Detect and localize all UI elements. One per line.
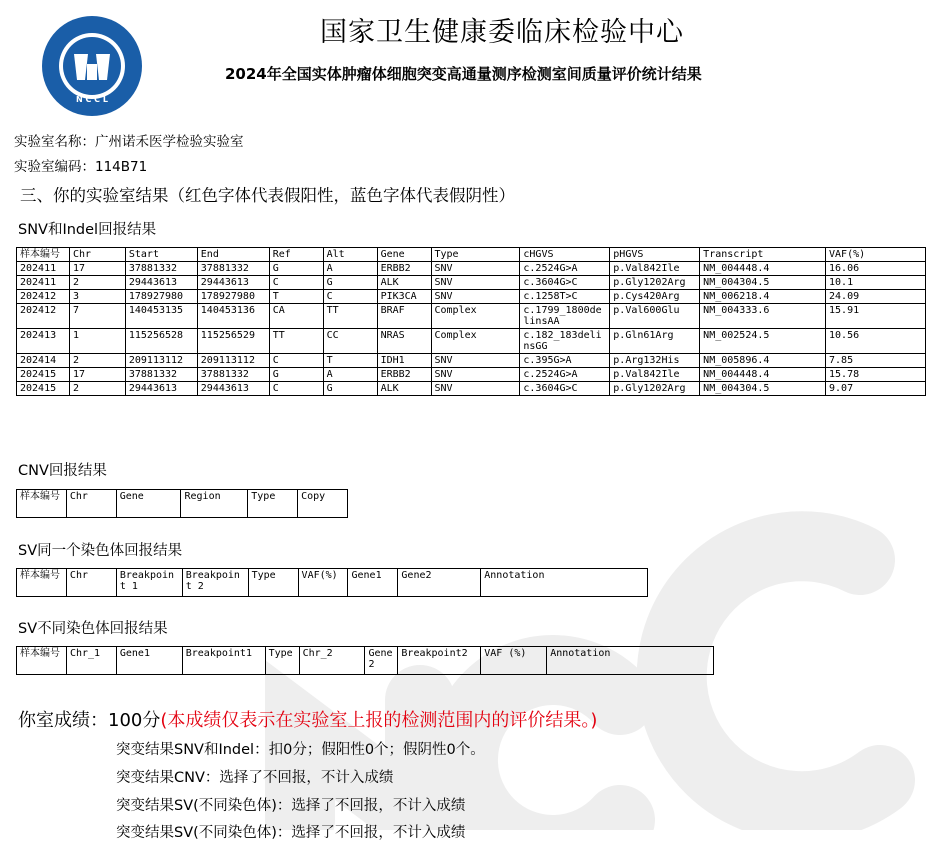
lab-code-label: 实验室编码： <box>14 159 95 175</box>
snv-cell: A <box>323 262 377 276</box>
snv-table-row <box>17 382 926 396</box>
snv-header-cell: VAF(%) <box>826 248 926 262</box>
snv-cell: T <box>323 354 377 368</box>
snv-cell: 29443613 <box>125 382 197 396</box>
snv-cell: c.2524G>A <box>520 368 610 382</box>
cnv-header-row <box>17 490 348 518</box>
cnv-header-cell: 样本编号 <box>17 490 67 518</box>
snv-cell: C <box>269 276 323 290</box>
sv-same-header-cell: Gene1 <box>348 569 398 597</box>
snv-cell: 115256528 <box>125 329 197 354</box>
snv-cell: p.Cys420Arg <box>610 290 700 304</box>
detail-snv: 突变结果SNV和Indel：扣0分；假阳性0个；假阴性0个。 <box>116 742 485 758</box>
score-line <box>18 706 597 732</box>
snv-header-cell: Ref <box>269 248 323 262</box>
snv-cell: c.395G>A <box>520 354 610 368</box>
cnv-title: CNV回报结果 <box>18 463 107 479</box>
snv-cell: G <box>323 276 377 290</box>
sv-diff-header-cell: VAF (%) <box>481 647 547 675</box>
snv-cell: 202415 <box>17 382 70 396</box>
snv-cell: 2 <box>69 382 125 396</box>
lab-name-label: 实验室名称： <box>14 134 95 150</box>
snv-cell: c.3604G>C <box>520 382 610 396</box>
snv-cell: C <box>269 382 323 396</box>
snv-cell: 202414 <box>17 354 70 368</box>
sv-diff-title: SV不同染色体回报结果 <box>18 621 168 637</box>
snv-cell: IDH1 <box>377 354 431 368</box>
snv-cell: SNV <box>431 290 520 304</box>
lab-name-line <box>14 130 244 150</box>
cnv-header-cell: Chr <box>66 490 116 518</box>
sv-same-header-cell: Chr <box>66 569 116 597</box>
sv-same-header-row <box>17 569 648 597</box>
snv-cell: G <box>269 262 323 276</box>
snv-cell: ERBB2 <box>377 262 431 276</box>
snv-cell: NM_005896.4 <box>700 354 826 368</box>
snv-cell: C <box>323 290 377 304</box>
sv-same-header-cell: VAF(%) <box>298 569 348 597</box>
sv-diff-header-cell: Annotation <box>547 647 714 675</box>
org-title: 国家卫生健康委临床检验中心 <box>320 17 684 48</box>
snv-header-cell: Transcript <box>700 248 826 262</box>
nccl-logo <box>40 14 144 118</box>
sv-same-title: SV同一个染色体回报结果 <box>18 543 183 559</box>
snv-cell: Complex <box>431 329 520 354</box>
snv-table-row <box>17 262 926 276</box>
snv-cell: p.Val600Glu <box>610 304 700 329</box>
snv-cell: 202413 <box>17 329 70 354</box>
snv-cell: 202411 <box>17 276 70 290</box>
snv-cell: p.Val842Ile <box>610 368 700 382</box>
snv-cell: 2 <box>69 354 125 368</box>
sv-diff-table <box>16 646 714 675</box>
snv-header-cell: Chr <box>69 248 125 262</box>
snv-cell: PIK3CA <box>377 290 431 304</box>
snv-cell: NM_002524.5 <box>700 329 826 354</box>
snv-cell: SNV <box>431 368 520 382</box>
sv-diff-header-cell: Gene1 <box>116 647 182 675</box>
snv-cell: NRAS <box>377 329 431 354</box>
snv-header-cell: Type <box>431 248 520 262</box>
snv-cell: 140453135 <box>125 304 197 329</box>
sv-same-header-cell: Breakpoint 1 <box>116 569 182 597</box>
snv-cell: 178927980 <box>197 290 269 304</box>
snv-cell: SNV <box>431 276 520 290</box>
snv-cell: p.Arg132His <box>610 354 700 368</box>
snv-header-cell: End <box>197 248 269 262</box>
snv-header-cell: cHGVS <box>520 248 610 262</box>
snv-cell: 24.09 <box>826 290 926 304</box>
sv-diff-header-cell: Breakpoint2 <box>398 647 481 675</box>
snv-table <box>16 247 926 396</box>
snv-cell: p.Gln61Arg <box>610 329 700 354</box>
snv-cell: 37881332 <box>197 368 269 382</box>
detail-sv-2: 突变结果SV(不同染色体)：选择了不回报，不计入成绩 <box>116 825 466 841</box>
snv-cell: 16.06 <box>826 262 926 276</box>
snv-cell: NM_006218.4 <box>700 290 826 304</box>
snv-title: SNV和Indel回报结果 <box>18 222 157 238</box>
snv-cell: 7 <box>69 304 125 329</box>
sv-same-header-cell: Breakpoint 2 <box>182 569 248 597</box>
snv-cell: p.Val842Ile <box>610 262 700 276</box>
snv-cell: SNV <box>431 382 520 396</box>
snv-header-cell: pHGVS <box>610 248 700 262</box>
snv-cell: 7.85 <box>826 354 926 368</box>
snv-cell: T <box>269 290 323 304</box>
snv-cell: 3 <box>69 290 125 304</box>
snv-cell: NM_004333.6 <box>700 304 826 329</box>
snv-cell: 37881332 <box>197 262 269 276</box>
snv-cell: c.1799_1800delinsAA <box>520 304 610 329</box>
snv-cell: c.182_183delinsGG <box>520 329 610 354</box>
cnv-header-cell: Type <box>248 490 298 518</box>
snv-cell: SNV <box>431 354 520 368</box>
snv-cell: G <box>269 368 323 382</box>
snv-table-row <box>17 329 926 354</box>
snv-cell: 15.91 <box>826 304 926 329</box>
snv-cell: CA <box>269 304 323 329</box>
snv-header-cell: Gene <box>377 248 431 262</box>
snv-header-cell: Start <box>125 248 197 262</box>
snv-cell: CC <box>323 329 377 354</box>
snv-cell: NM_004448.4 <box>700 368 826 382</box>
snv-cell: 202412 <box>17 290 70 304</box>
snv-cell: 209113112 <box>197 354 269 368</box>
snv-header-cell: 样本编号 <box>17 248 70 262</box>
snv-cell: G <box>323 382 377 396</box>
sv-same-header-cell: Gene2 <box>398 569 481 597</box>
snv-header-cell: Alt <box>323 248 377 262</box>
sv-same-header-cell: Type <box>248 569 298 597</box>
snv-cell: 29443613 <box>197 276 269 290</box>
snv-cell: TT <box>269 329 323 354</box>
snv-table-row <box>17 368 926 382</box>
snv-cell: 17 <box>69 262 125 276</box>
sv-diff-header-row <box>17 647 714 675</box>
snv-cell: NM_004448.4 <box>700 262 826 276</box>
lab-code-value: 114B71 <box>95 159 148 175</box>
snv-cell: TT <box>323 304 377 329</box>
snv-cell: NM_004304.5 <box>700 382 826 396</box>
snv-cell: ALK <box>377 382 431 396</box>
cnv-table <box>16 489 348 518</box>
snv-cell: 10.1 <box>826 276 926 290</box>
cnv-header-cell: Region <box>181 490 248 518</box>
score-label: 你室成绩：100分 <box>18 710 161 731</box>
snv-cell: BRAF <box>377 304 431 329</box>
snv-cell: 209113112 <box>125 354 197 368</box>
cnv-header-cell: Copy <box>298 490 348 518</box>
snv-cell: p.Gly1202Arg <box>610 382 700 396</box>
sv-diff-header-cell: Breakpoint1 <box>182 647 265 675</box>
snv-cell: 10.56 <box>826 329 926 354</box>
snv-cell: c.3604G>C <box>520 276 610 290</box>
snv-cell: 17 <box>69 368 125 382</box>
snv-table-row <box>17 354 926 368</box>
snv-cell: 37881332 <box>125 262 197 276</box>
sv-same-table <box>16 568 648 597</box>
sv-diff-header-cell: Type <box>265 647 299 675</box>
section-title: 三、你的实验室结果（红色字体代表假阳性，蓝色字体代表假阴性） <box>20 186 515 205</box>
report-title: 2024年全国实体肿瘤体细胞突变高通量测序检测室间质量评价统计结果 <box>225 65 702 83</box>
lab-code-line <box>14 155 147 175</box>
cnv-header-cell: Gene <box>116 490 181 518</box>
score-note: (本成绩仅表示在实验室上报的检测范围内的评价结果。) <box>160 710 598 731</box>
sv-diff-header-cell: 样本编号 <box>17 647 67 675</box>
snv-table-row <box>17 276 926 290</box>
snv-table-row <box>17 290 926 304</box>
snv-cell: c.2524G>A <box>520 262 610 276</box>
snv-cell: 115256529 <box>197 329 269 354</box>
snv-cell: c.1258T>C <box>520 290 610 304</box>
snv-cell: 140453136 <box>197 304 269 329</box>
snv-header-row <box>17 248 926 262</box>
snv-cell: 202415 <box>17 368 70 382</box>
sv-diff-header-cell: Chr_1 <box>66 647 116 675</box>
lab-name-value: 广州诺禾医学检验实验室 <box>95 134 244 150</box>
snv-cell: 15.78 <box>826 368 926 382</box>
snv-cell: 9.07 <box>826 382 926 396</box>
svg-text:N C C L: N C C L <box>76 95 108 104</box>
snv-table-row <box>17 304 926 329</box>
sv-diff-header-cell: Chr_2 <box>299 647 365 675</box>
snv-cell: 1 <box>69 329 125 354</box>
snv-cell: Complex <box>431 304 520 329</box>
snv-cell: p.Gly1202Arg <box>610 276 700 290</box>
detail-cnv: 突变结果CNV：选择了不回报，不计入成绩 <box>116 770 394 786</box>
sv-same-header-cell: 样本编号 <box>17 569 67 597</box>
snv-cell: 202411 <box>17 262 70 276</box>
sv-same-header-cell: Annotation <box>481 569 648 597</box>
snv-cell: 37881332 <box>125 368 197 382</box>
snv-cell: ERBB2 <box>377 368 431 382</box>
snv-cell: NM_004304.5 <box>700 276 826 290</box>
detail-sv-1: 突变结果SV(不同染色体)：选择了不回报，不计入成绩 <box>116 798 466 814</box>
snv-cell: 29443613 <box>125 276 197 290</box>
snv-cell: SNV <box>431 262 520 276</box>
snv-cell: C <box>269 354 323 368</box>
snv-cell: ALK <box>377 276 431 290</box>
snv-cell: A <box>323 368 377 382</box>
snv-cell: 178927980 <box>125 290 197 304</box>
sv-diff-header-cell: Gene2 <box>365 647 398 675</box>
snv-cell: 29443613 <box>197 382 269 396</box>
snv-cell: 2 <box>69 276 125 290</box>
snv-cell: 202412 <box>17 304 70 329</box>
